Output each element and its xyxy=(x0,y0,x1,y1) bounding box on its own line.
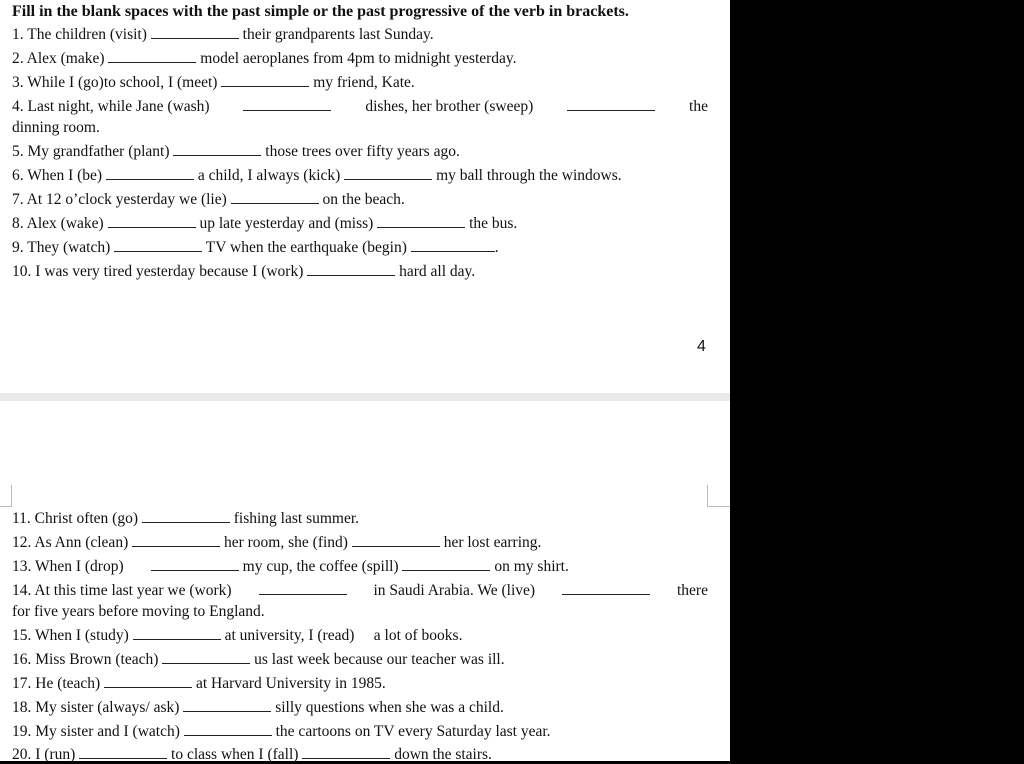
item-7: 7. At 12 o’clock yesterday we (lie) on the beach. xyxy=(12,191,405,208)
item-3: 3. While I (go)to school, I (meet) my friend, Kate. xyxy=(12,74,415,91)
crop-mark-left-horizontal xyxy=(0,506,12,507)
answer-blank[interactable] xyxy=(259,582,347,595)
item-1: 1. The children (visit) their grandparents last Sunday. xyxy=(12,26,434,43)
item-17: 17. He (teach) at Harvard University in 1985. xyxy=(12,675,386,692)
item-14-continued: for five years before moving to England. xyxy=(12,603,265,620)
item-8: 8. Alex (wake) up late yesterday and (miss) the bus. xyxy=(12,215,518,232)
answer-blank[interactable] xyxy=(302,746,390,759)
crop-mark-right xyxy=(707,485,708,507)
answer-blank[interactable] xyxy=(104,675,192,688)
answer-blank[interactable] xyxy=(162,651,250,664)
crop-mark-right-horizontal xyxy=(707,506,730,507)
item-20: 20. I (run) to class when I (fall) down the stairs. xyxy=(12,746,492,763)
page-number: 4 xyxy=(697,338,706,355)
answer-blank[interactable] xyxy=(133,627,221,640)
item-14: 14. At this time last year we (work) in Saudi Arabia. We (live) there xyxy=(12,582,708,599)
item-13: 13. When I (drop) my cup, the coffee (spill) on my shirt. xyxy=(12,558,569,575)
item-4-continued: dinning room. xyxy=(12,119,100,136)
item-12: 12. As Ann (clean) her room, she (find) her lost earring. xyxy=(12,534,542,551)
answer-blank[interactable] xyxy=(132,534,220,547)
item-15: 15. When I (study) at university, I (read) a lot of books. xyxy=(12,627,463,644)
item-10: 10. I was very tired yesterday because I (work) hard all day. xyxy=(12,263,476,280)
answer-blank[interactable] xyxy=(151,558,239,571)
item-6: 6. When I (be) a child, I always (kick) my ball through the windows. xyxy=(12,167,622,184)
item-16: 16. Miss Brown (teach) us last week because our teacher was ill. xyxy=(12,651,505,668)
answer-blank[interactable] xyxy=(562,582,650,595)
answer-blank[interactable] xyxy=(402,558,490,571)
answer-blank[interactable] xyxy=(184,723,272,736)
item-11: 11. Christ often (go) fishing last summer. xyxy=(12,510,360,527)
item-9: 9. They (watch) TV when the earthquake (begin) . xyxy=(12,239,499,256)
exercise-title: Fill in the blank spaces with the past simple or the past progressive of the verb in brackets. xyxy=(12,3,629,20)
answer-blank[interactable] xyxy=(79,746,167,759)
answer-blank[interactable] xyxy=(183,699,271,712)
item-2: 2. Alex (make) model aeroplanes from 4pm to midnight yesterday. xyxy=(12,50,517,67)
item-4: 4. Last night, while Jane (wash) dishes, her brother (sweep) the xyxy=(12,98,708,115)
item-19: 19. My sister and I (watch) the cartoons on TV every Saturday last year. xyxy=(12,723,551,740)
item-18: 18. My sister (always/ ask) silly questions when she was a child. xyxy=(12,699,504,716)
answer-blank[interactable] xyxy=(352,534,440,547)
item-5: 5. My grandfather (plant) those trees over fifty years ago. xyxy=(12,143,460,160)
answer-blank[interactable] xyxy=(142,510,230,523)
crop-mark-left xyxy=(11,485,12,507)
